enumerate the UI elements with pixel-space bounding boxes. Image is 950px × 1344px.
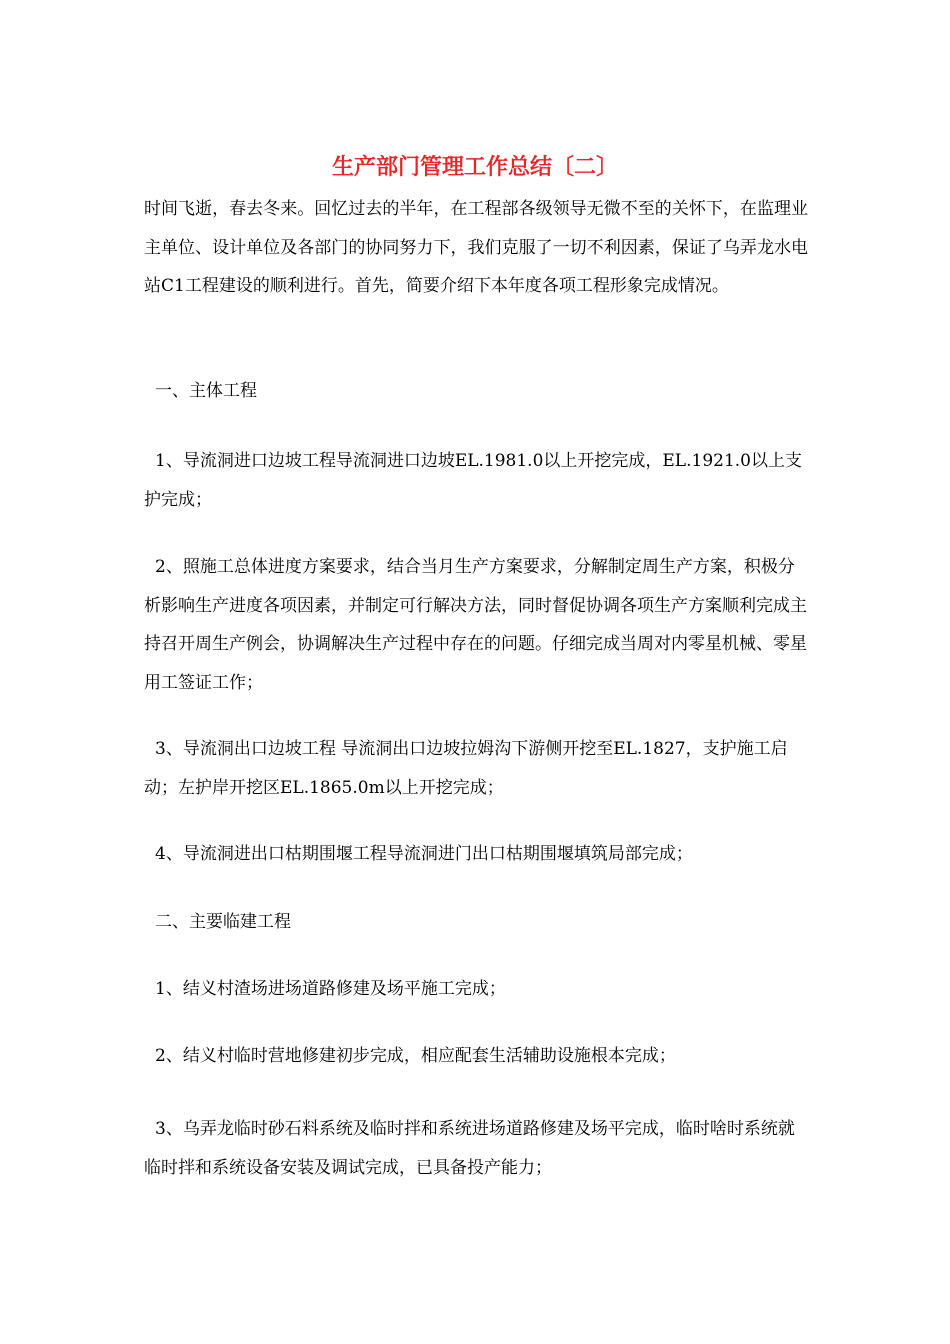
section-2-item-2: 2、结义村临时营地修建初步完成，相应配套生活辅助设施根本完成； bbox=[155, 1046, 676, 1066]
intro-paragraph: 时间飞逝，春去冬来。回忆过去的半年，在工程部各级领导无微不至的关怀下，在监理业主单位、设计单位及各部门的协同努力下，我们克服了一切不利因素，保证了乌弄龙水电站C1工程建设的顺利进行。首先，简要介绍下本年度各项工程形象完成情况。 bbox=[144, 199, 808, 296]
section-1-heading: 一、主体工程 bbox=[155, 381, 257, 401]
section-2-item-1: 1、结义村渣场进场道路修建及场平施工完成； bbox=[155, 979, 506, 999]
section-2-item-3: 3、乌弄龙临时砂石料系统及临时拌和系统进场道路修建及场平完成，临时啥时系统就临时拌和系统设备安装及调试完成，已具备投产能力； bbox=[144, 1119, 795, 1178]
section-1-item-2: 2、照施工总体进度方案要求，结合当月生产方案要求，分解制定周生产方案，积极分析影响生产进度各项因素，并制定可行解决方法，同时督促协调各项生产方案顺利完成主持召开周生产例会，协调解决生产过程中存在的问题。仔细完成当周对内零星机械、零星用工签证工作； bbox=[144, 557, 807, 693]
section-1-item-4: 4、导流洞进出口枯期围堰工程导流洞进门出口枯期围堰填筑局部完成； bbox=[155, 844, 693, 864]
section-1-item-1: 1、导流洞进口边坡工程导流洞进口边坡EL.1981.0以上开挖完成，EL.1921.0以上支护完成； bbox=[144, 451, 802, 510]
document-title: 生产部门管理工作总结〔二〕 bbox=[331, 154, 618, 180]
section-2-heading: 二、主要临建工程 bbox=[155, 912, 291, 932]
section-1-item-3: 3、导流洞出口边坡工程 导流洞出口边坡拉姆沟下游侧开挖至EL.1827，支护施工启动；左护岸开挖区EL.1865.0m以上开挖完成； bbox=[144, 739, 788, 798]
